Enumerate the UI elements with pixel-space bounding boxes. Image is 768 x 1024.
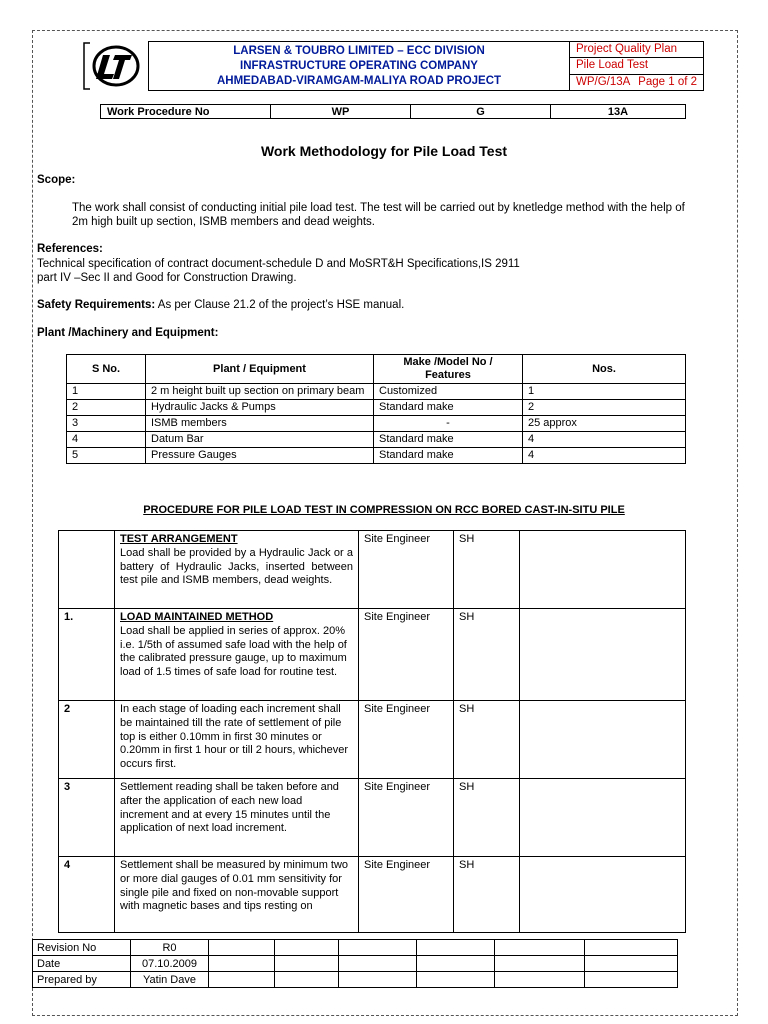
- table-row: [67, 432, 686, 448]
- scope-heading: Scope:: [37, 174, 76, 186]
- remarks-cell: [520, 701, 686, 779]
- safety-text: As per Clause 21.2 of the project’s HSE manual.: [155, 299, 405, 311]
- col-header: Make /Model No / Features: [374, 355, 523, 384]
- step-number: 1.: [59, 609, 115, 701]
- table-cell: 2: [523, 400, 686, 416]
- remarks-cell: [520, 857, 686, 933]
- lt-logo: [82, 41, 148, 91]
- step-description: [115, 609, 359, 701]
- wp-label: Work Procedure No: [101, 105, 271, 119]
- table-cell: Customized: [374, 384, 523, 400]
- step-heading: TEST ARRANGEMENT: [120, 533, 238, 545]
- responsibility: Site Engineer: [359, 609, 454, 701]
- safety-heading: Safety Requirements:: [37, 299, 156, 311]
- table-row: [67, 400, 686, 416]
- scope-text: The work shall consist of conducting initial pile load test. The test will be carried out by knetledge method with the help of 2m high built up section, ISMB members and dead weights.: [72, 202, 685, 228]
- table-cell: 4: [67, 432, 146, 448]
- doc-type: Project Quality Plan: [570, 42, 703, 58]
- page-title: Work Methodology for Pile Load Test: [260, 143, 508, 159]
- company-line-3: AHMEDABAD-VIRAMGAM-MALIYA ROAD PROJECT: [216, 75, 502, 87]
- date-value: 07.10.2009: [131, 956, 209, 972]
- table-cell: ISMB members: [146, 416, 374, 432]
- references-line-1: Technical specification of contract document-schedule D and MoSRT&H Specifications,IS 2911: [37, 258, 520, 270]
- footer-row: [33, 940, 678, 956]
- table-cell: Standard make: [374, 432, 523, 448]
- table-cell: 2: [67, 400, 146, 416]
- document-header: [82, 41, 704, 91]
- sh-cell: SH: [454, 609, 520, 701]
- prepared-value: Yatin Dave: [131, 972, 209, 988]
- table-cell: -: [374, 416, 523, 432]
- table-cell: 25 approx: [523, 416, 686, 432]
- step-heading: LOAD MAINTAINED METHOD: [120, 611, 274, 623]
- table-cell: Standard make: [374, 448, 523, 464]
- table-row: [67, 448, 686, 464]
- references-heading: References:: [37, 243, 103, 255]
- equipment-table: [66, 354, 686, 464]
- step-text: Settlement reading shall be taken before and after the application of each new load increment and at every 15 minutes until the application of next load increment.: [115, 779, 359, 857]
- work-procedure-table: [100, 104, 686, 119]
- table-cell: Pressure Gauges: [146, 448, 374, 464]
- step-number: 2: [59, 701, 115, 779]
- table-cell: 5: [67, 448, 146, 464]
- footer-row: [33, 956, 678, 972]
- step-number: 3: [59, 779, 115, 857]
- step-description: [115, 531, 359, 609]
- responsibility: Site Engineer: [359, 531, 454, 609]
- procedure-row: [59, 609, 686, 701]
- procedure-row: [59, 531, 686, 609]
- table-cell: Hydraulic Jacks & Pumps: [146, 400, 374, 416]
- col-header: Nos.: [523, 355, 686, 384]
- procedure-row: [59, 857, 686, 933]
- table-cell: 4: [523, 432, 686, 448]
- page-number: Page 1 of 2: [638, 75, 697, 88]
- revision-footer-table: [32, 939, 678, 988]
- equipment-header-row: [67, 355, 686, 384]
- procedure-title: PROCEDURE FOR PILE LOAD TEST IN COMPRESSION ON RCC BORED CAST-IN-SITU PILE: [143, 504, 625, 516]
- wp-number: 13A: [551, 105, 686, 119]
- sh-cell: SH: [454, 779, 520, 857]
- step-text: Load shall be applied in series of approx. 20% i.e. 1/5th of assumed safe load with the help of the calibrated pressure gauge, up to maximum load of 1.5 times of safe load for routine test.: [120, 624, 347, 679]
- company-line-1: LARSEN & TOUBRO LIMITED – ECC DIVISION: [233, 45, 485, 57]
- table-cell: 1: [67, 384, 146, 400]
- doc-code: WP/G/13A: [576, 75, 631, 88]
- table-row: [67, 416, 686, 432]
- date-label: Date: [33, 956, 131, 972]
- procedure-table: [58, 530, 686, 933]
- procedure-row: [59, 701, 686, 779]
- table-cell: 3: [67, 416, 146, 432]
- table-row: [67, 384, 686, 400]
- col-header: S No.: [67, 355, 146, 384]
- doc-code-row: [570, 75, 703, 91]
- table-cell: 1: [523, 384, 686, 400]
- company-line-2: INFRASTRUCTURE OPERATING COMPANY: [240, 60, 478, 72]
- procedure-row: [59, 779, 686, 857]
- doc-subject: Pile Load Test: [570, 58, 703, 74]
- plant-heading: Plant /Machinery and Equipment:: [37, 327, 219, 339]
- document-info-box: [570, 41, 704, 91]
- revision-value: R0: [131, 940, 209, 956]
- footer-row: [33, 972, 678, 988]
- responsibility: Site Engineer: [359, 857, 454, 933]
- revision-label: Revision No: [33, 940, 131, 956]
- step-text: Settlement shall be measured by minimum two or more dial gauges of 0.01 mm sensitivity for single pile and fixed on non-movable support with magnetic bases and tips resting on: [115, 857, 359, 933]
- table-cell: 4: [523, 448, 686, 464]
- sh-cell: SH: [454, 701, 520, 779]
- prepared-label: Prepared by: [33, 972, 131, 988]
- company-name-box: [148, 41, 570, 91]
- step-text: In each stage of loading each increment shall be maintained till the rate of settlement of pile top is either 0.10mm in first 30 minutes or 0.20mm in first 1 hour or till 2 hours, whichever occurs first.: [115, 701, 359, 779]
- table-cell: Standard make: [374, 400, 523, 416]
- responsibility: Site Engineer: [359, 701, 454, 779]
- remarks-cell: [520, 609, 686, 701]
- responsibility: Site Engineer: [359, 779, 454, 857]
- table-cell: 2 m height built up section on primary beam: [146, 384, 374, 400]
- sh-cell: SH: [454, 857, 520, 933]
- step-number: 4: [59, 857, 115, 933]
- table-cell: Datum Bar: [146, 432, 374, 448]
- col-header: Plant / Equipment: [146, 355, 374, 384]
- safety-requirements: [37, 298, 404, 312]
- remarks-cell: [520, 779, 686, 857]
- step-number: [59, 531, 115, 609]
- sh-cell: SH: [454, 531, 520, 609]
- wp-group: G: [411, 105, 551, 119]
- step-text: Load shall be provided by a Hydraulic Jack or a battery of Hydraulic Jacks, inserted between test pile and ISMB members, dead weights.: [120, 546, 353, 587]
- remarks-cell: [520, 531, 686, 609]
- wp-code: WP: [271, 105, 411, 119]
- references-line-2: part IV –Sec II and Good for Construction Drawing.: [37, 272, 297, 284]
